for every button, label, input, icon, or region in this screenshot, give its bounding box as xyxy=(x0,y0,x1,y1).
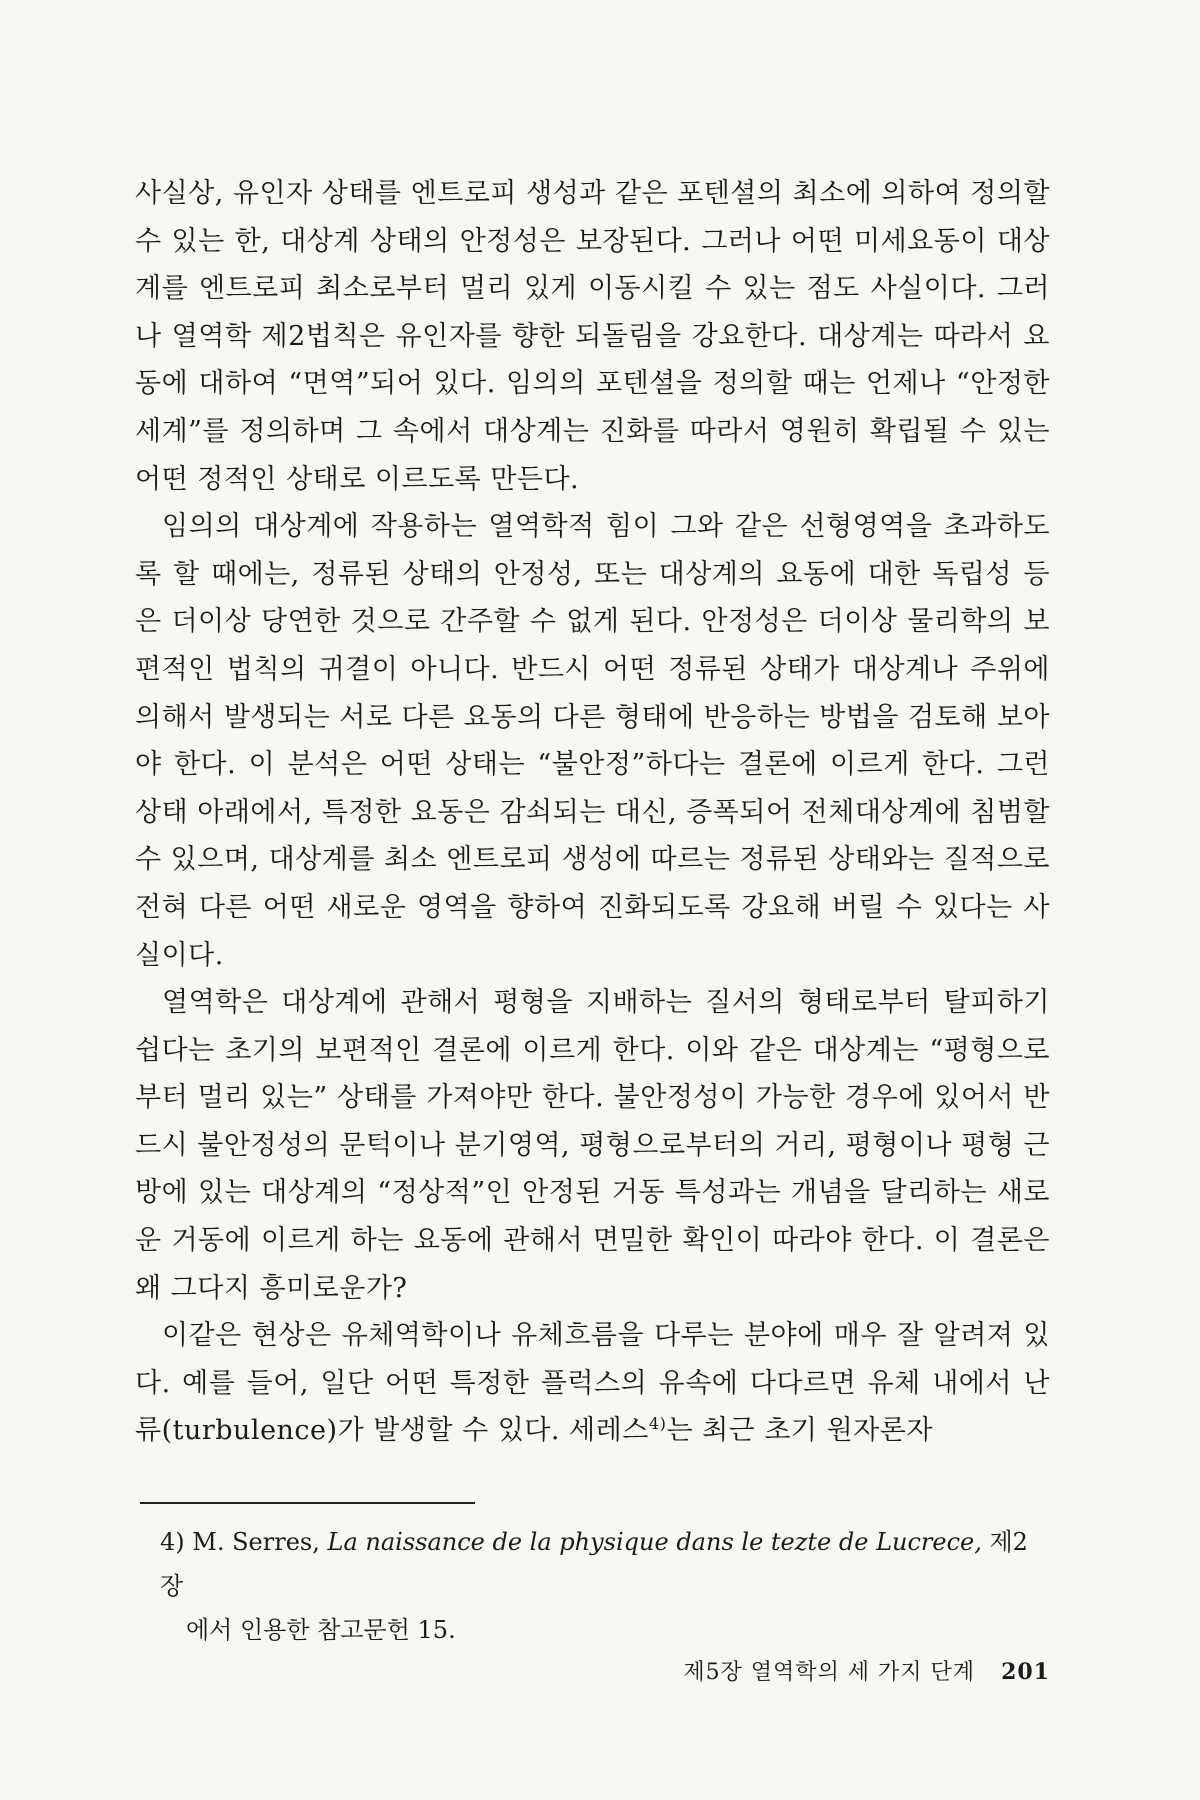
body-text xyxy=(135,170,1050,1455)
footnote xyxy=(160,1520,1050,1652)
page-number: 201 xyxy=(1001,1659,1050,1685)
paragraph-4-text: 이같은 현상은 유체역학이나 유체흐름을 다루는 분야에 매우 잘 알려져 있다. 예를 들어, 일단 어떤 특정한 플럭스의 유속에 다다르면 유체 내에서 난류(turbulence)가 발생할 수 있다. 세레스 xyxy=(135,1320,1050,1447)
footnote-line-2: 에서 인용한 참고문헌 15. xyxy=(186,1616,456,1644)
footnote-chapter: 제2장 xyxy=(160,1528,1028,1600)
footnote-reference: 4) xyxy=(648,1414,667,1434)
footnote-divider xyxy=(140,1502,475,1504)
paragraph-4-tail: 는 최근 초기 원자론자 xyxy=(666,1415,933,1447)
paragraph-1: 사실상, 유인자 상태를 엔트로피 생성과 같은 포텐셜의 최소에 의하여 정의할 수 있는 한, 대상계 상태의 안정성은 보장된다. 그러나 어떤 미세요동이 대상계를 엔트로피 최소로부터 멀리 있게 이동시킬 수 있는 점도 사실이다. 그러나 열역학 제2법칙은 유인자를 향한 되돌림을 강요한다. 대상계는 따라서 요동에 대하여 “면역”되어 있다. 임의의 포텐셜을 정의할 때는 언제나 “안정한 세계”를 정의하며 그 속에서 대상계는 진화를 따라서 영원히 확립될 수 있는 어떤 정적인 상태로 이르도록 만든다. xyxy=(135,178,1050,495)
footnote-number: 4) xyxy=(160,1528,185,1556)
paragraph-4 xyxy=(135,1312,1050,1455)
paragraph-2: 임의의 대상계에 작용하는 열역학적 힘이 그와 같은 선형영역을 초과하도록 할 때에는, 정류된 상태의 안정성, 또는 대상계의 요동에 대한 독립성 등은 더이상 당연한 것으로 간주할 수 없게 된다. 안정성은 더이상 물리학의 보편적인 법칙의 귀결이 아니다. 반드시 어떤 정류된 상태가 대상계나 주위에 의해서 발생되는 서로 다른 요동의 다른 형태에 반응하는 방법을 검토해 보아야 한다. 이 분석은 어떤 상태는 “불안정”하다는 결론에 이르게 한다. 그런 상태 아래에서, 특정한 요동은 감쇠되는 대신, 증폭되어 전체대상계에 침범할 수 있으며, 대상계를 최소 엔트로피 생성에 따르는 정류된 상태와는 질적으로 전혀 다른 어떤 새로운 영역을 향하여 진화되도록 강요해 버릴 수 있다는 사실이다. xyxy=(135,511,1050,971)
chapter-title: 제5장 열역학의 세 가지 단계 xyxy=(683,1660,976,1685)
footnote-line-1 xyxy=(160,1520,1050,1608)
running-footer xyxy=(540,1655,1050,1686)
paragraph-3: 열역학은 대상계에 관해서 평형을 지배하는 질서의 형태로부터 탈피하기 쉽다는 초기의 보편적인 결론에 이르게 한다. 이와 같은 대상계는 “평형으로부터 멀리 있는” 상태를 가져야만 한다. 불안정성이 가능한 경우에 있어서 반드시 불안정성의 문턱이나 분기영역, 평형으로부터의 거리, 평형이나 평형 근방에 있는 대상계의 “정상적”인 안정된 거동 특성과는 개념을 달리하는 새로운 거동에 이르게 하는 요동에 관해서 면밀한 확인이 따라야 한다. 이 결론은 왜 그다지 흥미로운가? xyxy=(135,987,1050,1304)
footnote-author: M. Serres, xyxy=(192,1528,320,1556)
footnote-title: La naissance de la physique dans le tezte de Lucrece, xyxy=(327,1528,982,1556)
